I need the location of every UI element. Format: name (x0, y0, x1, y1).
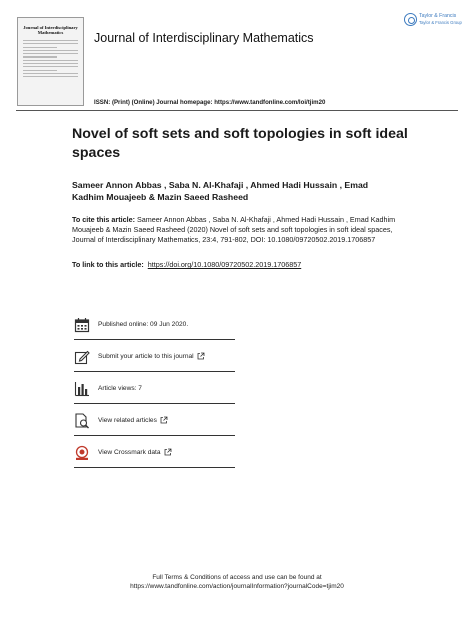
submit-article-row[interactable] (74, 342, 235, 372)
footer-terms (0, 573, 474, 591)
article-doi-link[interactable]: https://doi.org/10.1080/09720502.2019.1706857 (147, 260, 302, 269)
publisher-logo-line2: Taylor & Francis Group (419, 19, 462, 25)
header-divider (16, 110, 458, 111)
article-authors: Sameer Annon Abbas , Saba N. Al-Khafaji , Ahmed Hadi Hussain , Emad Kadhim Mouajeeb & Mazin Saeed Rasheed (72, 180, 369, 202)
external-link-icon (197, 352, 205, 362)
journal-name[interactable]: Journal of Interdisciplinary Mathematics (94, 31, 314, 45)
article-title: Novel of soft sets and soft topologies in soft ideal spaces (72, 126, 408, 161)
crossmark-text[interactable]: View Crossmark data (98, 449, 161, 456)
related-articles-row[interactable] (74, 406, 235, 436)
publisher-logo (404, 13, 462, 26)
external-link-icon (164, 448, 172, 458)
footer-terms-link[interactable]: https://www.tandfonline.com/action/journalInformation?journalCode=tjim20 (130, 583, 344, 590)
issn-homepage-line[interactable]: ISSN: (Print) (Online) Journal homepage: https://www.tandfonline.com/loi/tjim20 (94, 99, 326, 106)
crossmark-icon (74, 445, 90, 461)
crossmark-row[interactable] (74, 438, 235, 468)
related-articles-text[interactable]: View related articles (98, 417, 157, 424)
cover-title: Journal of Interdisciplinary Mathematics (23, 25, 78, 35)
bar-chart-icon (74, 381, 90, 397)
article-views-text: Article views: 7 (98, 385, 142, 392)
article-link-line (72, 260, 432, 270)
link-label: To link to this article: (72, 260, 144, 269)
publisher-logo-icon (404, 13, 417, 26)
journal-cover-thumbnail (17, 17, 84, 106)
cite-text: Sameer Annon Abbas , Saba N. Al-Khafaji , Ahmed Hadi Hussain , Emad Kadhim Mouajeeb & Mazin Saeed Rasheed (2020) Novel of soft sets and soft topologies in soft ideal spaces, Journal of Interdisciplinary Mathematics, 23:4, 791-802, DOI: (72, 215, 396, 244)
publisher-logo-line1: Taylor & Francis (419, 13, 457, 19)
published-row (74, 310, 235, 340)
submit-edit-icon (74, 349, 90, 365)
published-text: Published online: 09 Jun 2020. (98, 321, 189, 328)
calendar-icon (74, 317, 90, 333)
cite-doi-link[interactable]: 10.1080/09720502.2019.1706857 (267, 235, 376, 244)
cite-label: To cite this article: (72, 215, 135, 224)
external-link-icon (160, 416, 168, 426)
submit-article-text[interactable]: Submit your article to this journal (98, 353, 194, 360)
related-articles-icon (74, 413, 90, 429)
footer-line1: Full Terms & Conditions of access and use can be found at (152, 574, 322, 581)
citation-block (72, 215, 402, 245)
article-views-row (74, 374, 235, 404)
